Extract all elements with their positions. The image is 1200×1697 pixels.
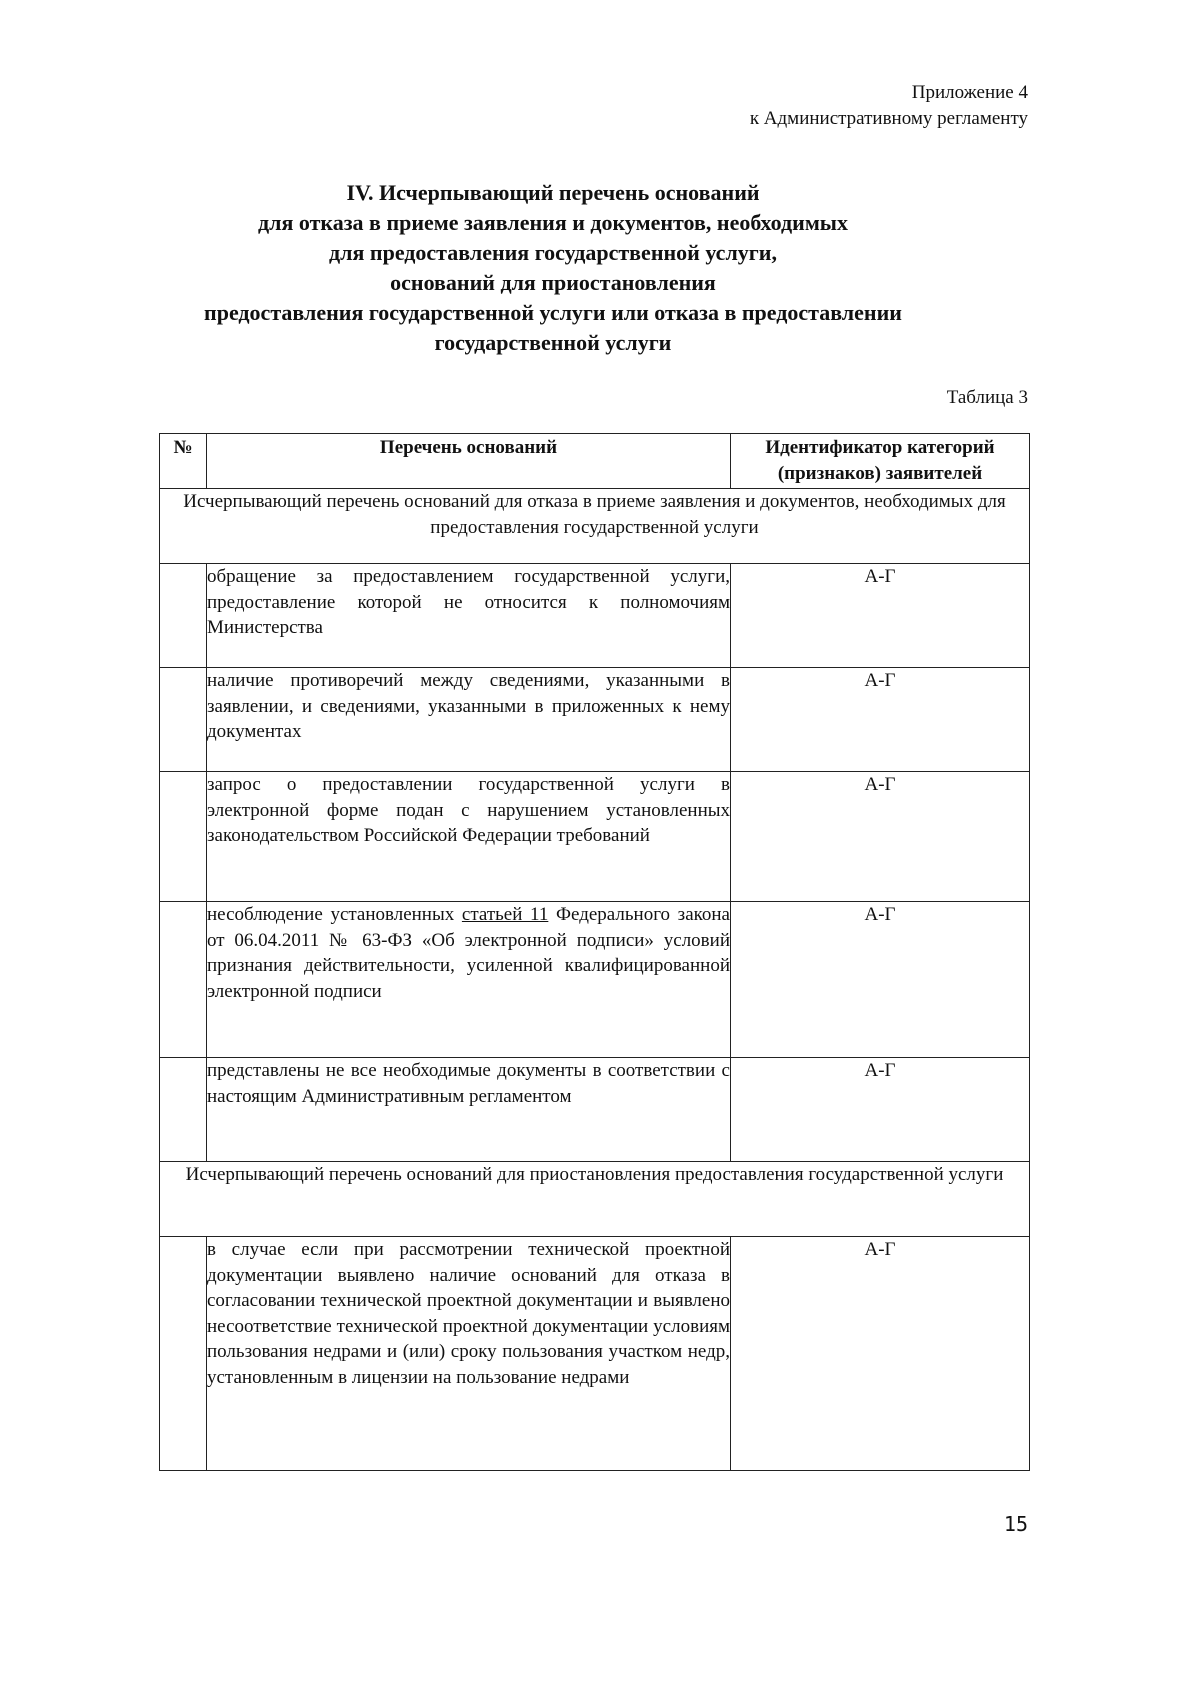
table-row <box>160 772 1030 902</box>
table-row <box>160 902 1030 1058</box>
title-line: предоставления государственной услуги или отказа в предоставлении <box>204 300 902 325</box>
row-identifier: А-Г <box>731 668 1030 772</box>
row-reason: в случае если при рассмотрении технической проектной документации выявлено наличие оснований для отказа в согласовании технической проектной документации и выявлено несоответствие технической проектной документации условиям пользования недрами и (или) сроку пользования участком недр, установленным в лицензии на пользование недрами <box>207 1237 731 1471</box>
title-line: оснований для приостановления <box>390 270 716 295</box>
header-grounds: Перечень оснований <box>207 434 731 489</box>
table-header-row <box>160 434 1030 489</box>
title-line: IV. Исчерпывающий перечень оснований <box>346 180 760 205</box>
row-identifier: А-Г <box>731 1237 1030 1471</box>
reason-text: Федерального закона от 06.04.2011 № 63-ФЗ «Об электронной подписи» условий признания действительности, усиленной квалифицированной электронной подписи <box>207 904 730 1002</box>
section-title <box>60 178 1046 358</box>
section-heading: Исчерпывающий перечень оснований для отказа в приеме заявления и документов, необходимых для предоставления государственной услуги <box>160 489 1030 564</box>
table-row <box>160 564 1030 668</box>
title-line: для предоставления государственной услуги, <box>329 240 777 265</box>
row-number <box>160 1237 207 1471</box>
appendix-header <box>750 80 1028 132</box>
row-number <box>160 1058 207 1162</box>
section-row-refusal-acceptance <box>160 489 1030 564</box>
row-reason: наличие противоречий между сведениями, указанными в заявлении, и сведениями, указанными в приложенных к нему документах <box>207 668 731 772</box>
reason-text: несоблюдение установленных <box>207 904 462 925</box>
title-line: государственной услуги <box>434 330 672 355</box>
section-row-suspension <box>160 1162 1030 1237</box>
header-identifier: Идентификатор категорий (признаков) заявителей <box>731 434 1030 489</box>
grounds-table <box>159 433 1030 1471</box>
row-reason <box>207 902 731 1058</box>
table-row <box>160 668 1030 772</box>
table-caption: Таблица 3 <box>946 387 1028 408</box>
table-row <box>160 1237 1030 1471</box>
row-number <box>160 902 207 1058</box>
row-identifier: А-Г <box>731 902 1030 1058</box>
row-reason: представлены не все необходимые документы в соответствии с настоящим Административным регламентом <box>207 1058 731 1162</box>
row-number <box>160 772 207 902</box>
title-line: для отказа в приеме заявления и документов, необходимых <box>257 210 848 235</box>
row-number <box>160 564 207 668</box>
section-heading: Исчерпывающий перечень оснований для приостановления предоставления государственной услуги <box>160 1162 1030 1237</box>
law-article-link[interactable]: статьей 11 <box>461 904 549 925</box>
row-identifier: А-Г <box>731 772 1030 902</box>
page-number: 15 <box>1003 1512 1028 1536</box>
appendix-number: Приложение 4 <box>911 82 1028 103</box>
row-number <box>160 668 207 772</box>
row-reason: запрос о предоставлении государственной услуги в электронной форме подан с нарушением установленных законодательством Российской Федерации требований <box>207 772 731 902</box>
row-identifier: А-Г <box>731 1058 1030 1162</box>
header-number: № <box>160 434 207 489</box>
row-identifier: А-Г <box>731 564 1030 668</box>
appendix-reference: к Административному регламенту <box>749 108 1028 129</box>
row-reason: обращение за предоставлением государственной услуги, предоставление которой не относится к полномочиям Министерства <box>207 564 731 668</box>
table-row <box>160 1058 1030 1162</box>
